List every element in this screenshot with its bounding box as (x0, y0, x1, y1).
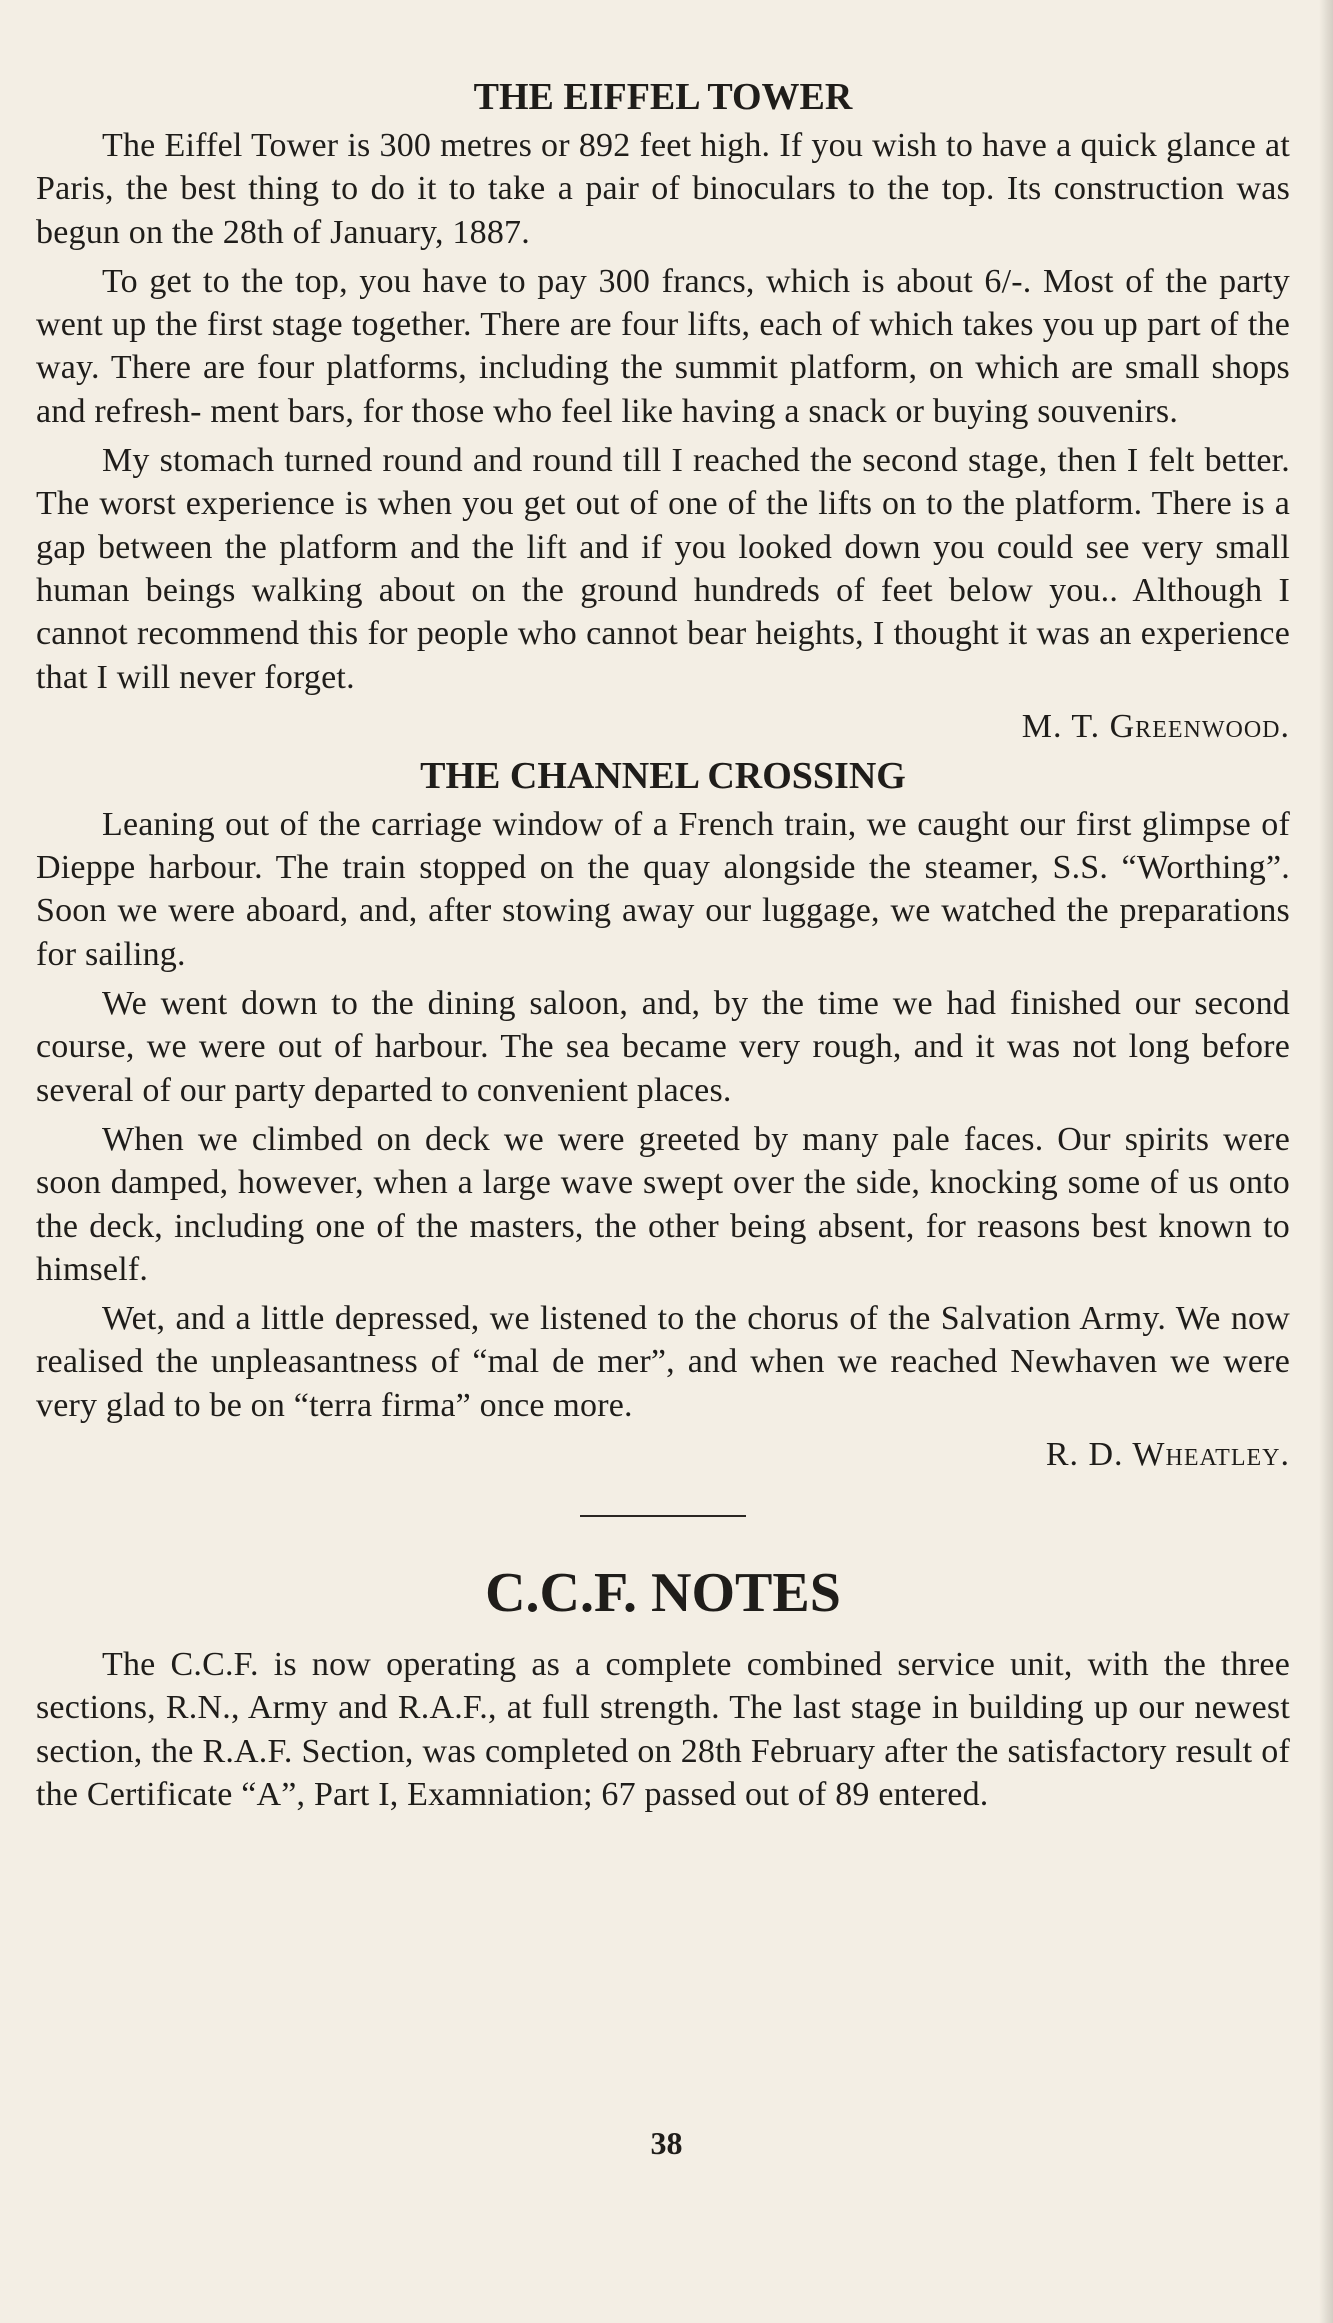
paragraph: To get to the top, you have to pay 300 francs, which is about 6/-. Most of the party went up the first stage together. There are four lifts, each of which takes you up part of the way. There are four platforms, including the summit platform, on which are small shops and refresh- ment bars, for those who feel like having a snack or buying souvenirs. (36, 262, 1290, 430)
paragraph: Leaning out of the carriage window of a French train, we caught our first glimpse of Dieppe harbour. The train stopped on the quay alongside the steamer, S.S. “Worthing”. Soon we were aboard, and, after stowing away our luggage, we watched the preparations for sailing. (36, 805, 1290, 973)
paragraph: Wet, and a little depressed, we listened to the chorus of the Salvation Army. We now realised the unpleasantness of “mal de mer”, and when we reached Newhaven we were very glad to be on “terra firma” once more. (36, 1300, 1290, 1424)
section-heading-eiffel-tower: THE EIFFEL TOWER (473, 76, 853, 118)
text-column (36, 74, 1290, 1822)
paragraph: We went down to the dining saloon, and, by the time we had finished our second course, we were out of harbour. The sea became very rough, and it was not long before several of our party departed to convenient places. (36, 985, 1290, 1109)
author-signature: M. T. Greenwood. (1021, 707, 1290, 745)
section-heading-channel-crossing: THE CHANNEL CROSSING (420, 754, 906, 797)
page-edge-shadow (1319, 0, 1333, 2323)
page-number: 38 (650, 2125, 683, 2161)
paragraph: The Eiffel Tower is 300 metres or 892 feet high. If you wish to have a quick glance at Paris, the best thing to do it to take a pair of binoculars to the top. Its construction was begun on the 28th of January, 1887. (36, 127, 1290, 251)
section-heading-ccf-notes: C.C.F. NOTES (485, 1562, 841, 1625)
paragraph: My stomach turned round and round till I reached the second stage, then I felt better. The worst experience is when you get out of one of the lifts on to the platform. There is a gap between the platform and the lift and if you looked down you could see very small human beings walking about on the ground hundreds of feet below you.. Although I cannot recommend this for people who cannot bear heights, I thought it was an experience that I will never forget. (36, 442, 1290, 696)
section-divider (580, 1515, 746, 1517)
paragraph: When we climbed on deck we were greeted by many pale faces. Our spirits were soon damped, however, when a large wave swept over the side, knocking some of us onto the deck, including one of the masters, the other being absent, for reasons best known to himself. (36, 1120, 1290, 1288)
paragraph: The C.C.F. is now operating as a complete combined service unit, with the three sections, R.N., Army and R.A.F., at full strength. The last stage in building up our newest section, the R.A.F. Section, was completed on 28th February after the satisfactory result of the Certificate “A”, Part I, Examniation; 67 passed out of 89 entered. (36, 1646, 1290, 1813)
author-signature: R. D. Wheatley. (1045, 1436, 1290, 1474)
